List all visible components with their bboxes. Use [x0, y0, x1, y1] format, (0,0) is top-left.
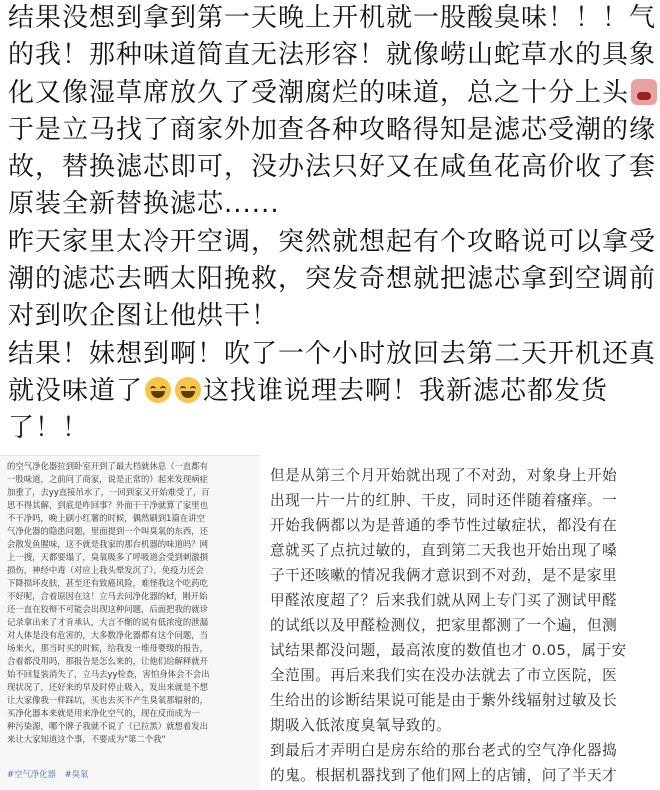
right-line: 试结果都没问题，最高浓度的数值也才 0.05，属于安	[270, 642, 627, 659]
right-line: 但是从第三个月开始就出现了不对劲，对象身上开始	[270, 467, 618, 484]
left-line: 损伤，神经中毒（对应上我头晕发沉了），免疫力还会	[7, 565, 204, 575]
right-line: 到最后才弄明白是房东给的那台老式的空气净化器捣	[270, 742, 618, 759]
right-line: 期吸入低浓度臭氧导致的。	[270, 717, 452, 734]
left-line: 不干净吗，晚上刷小红薯的时候，偶然刷到1篇在讲空	[7, 513, 205, 523]
left-line: 加重了，去yy直接吊水了，一回到家又开始难受了，百	[7, 487, 210, 497]
top-line-6: 原装全新替换滤芯......	[8, 189, 280, 219]
left-line: 始不回复装消失了，立马去yy检查，害怕身体会不会出	[7, 669, 210, 679]
right-line: 意就买了点抗过敏的，直到第二天我也开始出现了嗓	[270, 542, 618, 559]
left-line: 来让大家知道这个事，不要成为"第二个我"	[7, 734, 166, 744]
left-line: 的空气净化器拉到卧室开到了最大档就休息（一直都有	[7, 461, 208, 471]
left-line: 气净化器的隐患问题，里面提到一个叫臭氧的东西，还	[7, 526, 208, 536]
right-line: 开始我俩都以为是普通的季节性过敏症状，都没有在	[270, 517, 618, 534]
left-line: 场来火，那当时买的时候，给我发一堆母婴级的报告，	[7, 643, 208, 653]
top-line-3	[8, 77, 659, 109]
top-line-2: 的我！那种味道简直无法形容！就像崂山蛇草水的具象	[8, 40, 657, 70]
right-line: 全范围。再后来我们实在没办法就去了市立医院，医	[270, 667, 618, 684]
top-line-11-text: 就没味道了	[8, 376, 144, 406]
tears-of-joy-icon	[175, 377, 201, 403]
left-line: 还一直在狡辩不可能会出现这种问题，后面把我的就诊	[7, 604, 208, 614]
hashtag-air-purifier[interactable]: #空气净化器	[7, 769, 56, 779]
left-line: 让大家像我一样踩坑，买也去买不产生臭氧那辐射的，	[7, 695, 208, 705]
top-line-8: 潮的滤芯去晒太阳挽救，突发奇想就把滤芯拿到空调前	[8, 264, 657, 294]
top-line-11	[8, 375, 608, 407]
hashtag-ozone[interactable]: #臭氧	[64, 769, 89, 779]
left-line: 现状况了，还好来的早及时停止吸入，发出来就是不想	[7, 682, 208, 692]
left-line: 对人体是没有危害的，大多数净化器都有这个问题，当	[7, 630, 208, 640]
right-line: 子干还咳嗽的情况我俩才意识到不对劲，是不是家里	[270, 567, 618, 584]
top-line-10: 结果！妹想到啊！吹了一个小时放回去第二天开机还真	[8, 339, 657, 369]
top-line-4: 于是立马找了商家外加查各种攻略得知是滤芯受潮的缘	[8, 115, 657, 145]
left-line: 种污染源，哪个牌子我就不说了（已拉黑）就想着发出	[7, 721, 208, 731]
left-line: 思不得其解，到底是咋回事？外面干干净就算了家里也	[7, 500, 208, 510]
right-post-screenshot	[260, 455, 660, 789]
top-line-9: 对到吹企图让他烘干！	[8, 301, 279, 331]
left-line: 一股味道，之前问了商家，说是正常的）起来发现病症	[7, 474, 208, 484]
top-line-5: 故，替换滤芯即可，没办法只好又在咸鱼花高价收了套	[8, 152, 657, 182]
top-line-1: 结果没想到拿到第一天晚上开机就一股酸臭味！！！气	[8, 3, 657, 33]
left-line: 买净化器本来就是用来净化空气的，现在反而成为一	[7, 708, 200, 718]
right-line: 出现一片一片的红肿、干皮，同时还伴随着瘙痒。一	[270, 492, 618, 509]
left-line: 合着都没用吗，那报告是怎么来的，让他们给解释就开	[7, 656, 208, 666]
top-line-3-text: 化又像湿草席放久了受潮腐烂的味道，总之十分上头	[8, 78, 630, 108]
tears-of-joy-icon	[145, 377, 171, 403]
hashtag-row	[7, 768, 94, 780]
top-line-11-tail: 这找谁说理去啊！我新滤芯都发货	[203, 376, 609, 406]
left-line: 上一搜，天都要塌了，臭氧吸多了呼吸道会受到刺激損	[7, 552, 208, 562]
right-line: 生给出的诊断结果说可能是由于紫外线辐射过敏及长	[270, 692, 618, 709]
top-line-12: 了！！	[8, 413, 90, 443]
left-line: 会散发鱼腥味，这不就是我家的那台机器的味道吗？网	[7, 539, 208, 549]
right-line: 的试纸以及甲醛检测仪，把家里都测了一个遍，但测	[270, 617, 618, 634]
left-post-screenshot	[0, 455, 260, 790]
left-line: 记录拿出来了才肯承认，大言不惭的说有低浓度的泄漏	[7, 617, 208, 627]
screaming-face-icon	[631, 79, 657, 105]
left-line: 不好呢，合着原因在这！立马去问净化器的kf，刚开始	[7, 591, 208, 601]
left-line: 下降损坏皮肤，甚至还有致癌风险，难怪我这个吃药吃	[7, 578, 208, 588]
right-line: 的鬼。根据机器找到了他们网上的店铺，问了半天才	[270, 767, 618, 784]
right-line: 甲醛浓度超了？后来我们就从网上专门买了测试甲醛	[270, 592, 618, 609]
top-line-7: 昨天家里太冷开空调，突然就想起有个攻略说可以拿受	[8, 227, 657, 257]
